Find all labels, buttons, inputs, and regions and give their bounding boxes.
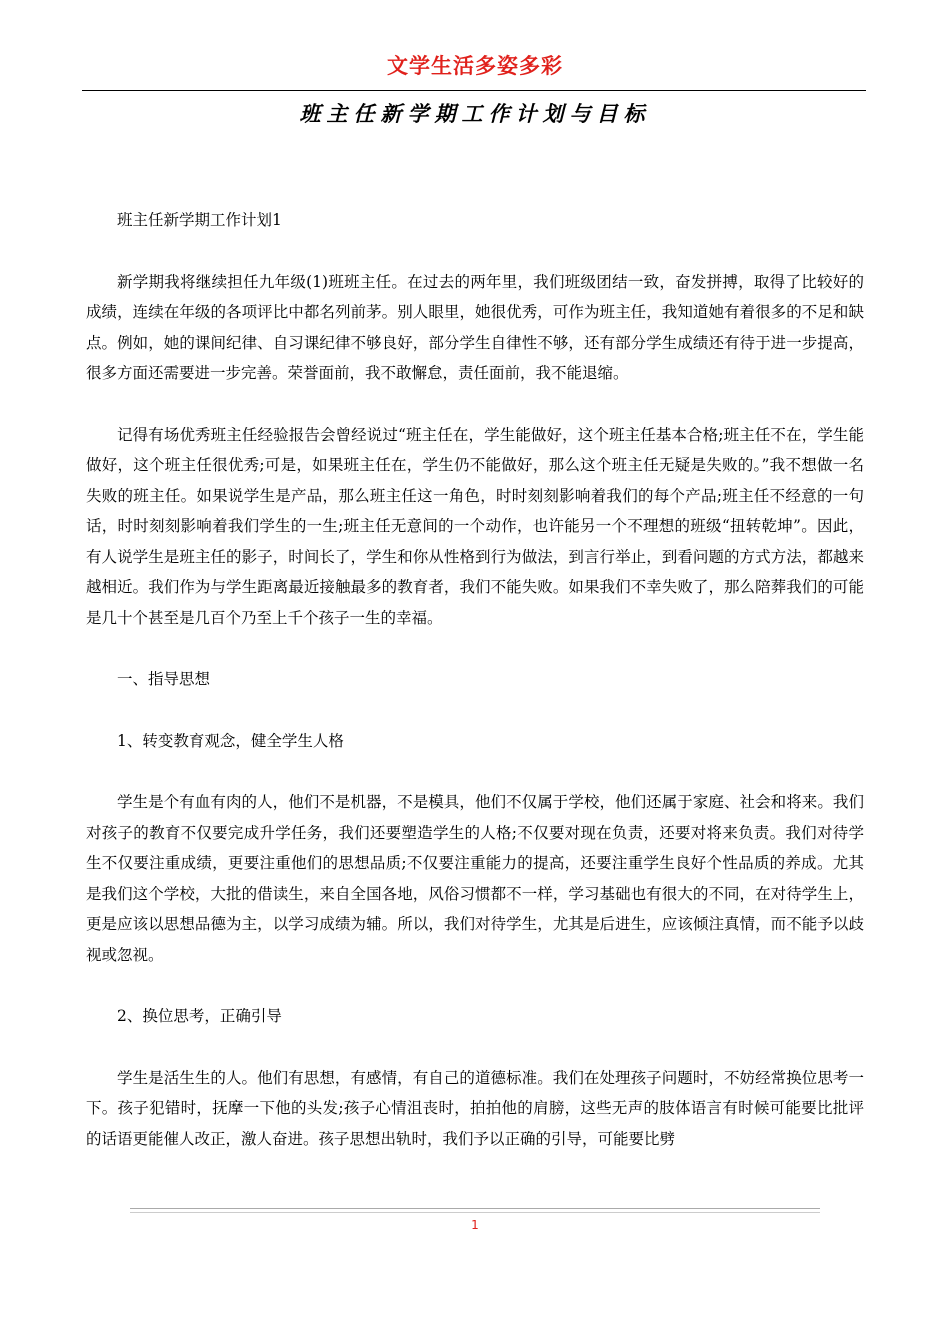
section-heading: 一、指导思想 xyxy=(117,670,211,688)
paragraph: 学生是个有血有肉的人，他们不是机器，不是模具，他们不仅属于学校，他们还属于家庭、社会和将来。我们对孩子的教育不仅要完成升学任务，我们还要塑造学生的人格;不仅要对现在负责，还要对将来负责。我们对待学生不仅要注重成绩，更要注重他们的思想品质;不仅要注重能力的提高，还要注重学生良好个性品质的养成。尤其是我们这个学校，大批的借读生，来自全国各地，风俗习惯都不一样，学习基础也有很大的不同，在对待学生上，更是应该以思想品德为主，以学习成绩为辅。所以，我们对待学生，尤其是后进生，应该倾注真情，而不能予以歧视或忽视。 xyxy=(86,793,864,964)
header-divider xyxy=(82,90,866,91)
paragraph: 班主任新学期工作计划1 xyxy=(117,211,282,229)
site-header-title: 文学生活多姿多彩 xyxy=(387,54,563,78)
paragraph: 记得有场优秀班主任经验报告会曾经说过“班主任在，学生能做好，这个班主任基本合格;班主任不在，学生能做好，这个班主任很优秀;可是，如果班主任在，学生仍不能做好，那么这个班主任无疑是失败的。”我不想做一名失败的班主任。如果说学生是产品，那么班主任这一角色，时时刻刻影响着我们的每个产品;班主任不经意的一句话，时时刻刻影响着我们学生的一生;班主任无意间的一个动作，也许能另一个不理想的班级“扭转乾坤”。因此，有人说学生是班主任的影子，时间长了，学生和你从性格到行为做法，到言行举止，到看问题的方式方法，都越来越相近。我们作为与学生距离最近接触最多的教育者，我们不能失败。如果我们不幸失败了，那么陪葬我们的可能是几十个甚至是几百个乃至上千个孩子一生的幸福。 xyxy=(86,425,864,627)
subsection-heading: 2、换位思考，正确引导 xyxy=(117,1007,282,1025)
footer-divider xyxy=(130,1208,820,1213)
document-body xyxy=(86,205,864,1154)
paragraph: 新学期我将继续担任九年级(1)班班主任。在过去的两年里，我们班级团结一致，奋发拼搏，取得了比较好的成绩，连续在年级的各项评比中都名列前茅。别人眼里，她很优秀，可作为班主任，我知道她有着很多的不足和缺点。例如，她的课间纪律、自习课纪律不够良好，部分学生自律性不够，还有部分学生成绩还有待于进一步提高，很多方面还需要进一步完善。荣誉面前，我不敢懈怠，责任面前，我不能退缩。 xyxy=(86,272,864,382)
paragraph: 学生是活生生的人。他们有思想，有感情，有自己的道德标准。我们在处理孩子问题时，不妨经常换位思考一下。孩子犯错时，抚摩一下他的头发;孩子心情沮丧时，拍拍他的肩膀，这些无声的肢体语言有时候可能要比批评的话语更能催人改正，激人奋进。孩子思想出轨时，我们予以正确的引导，可能要比劈 xyxy=(86,1068,864,1148)
subsection-heading: 1、转变教育观念，健全学生人格 xyxy=(117,731,344,750)
document-title: 班主任新学期工作计划与目标 xyxy=(299,101,651,126)
page-number: 1 xyxy=(471,1218,479,1232)
